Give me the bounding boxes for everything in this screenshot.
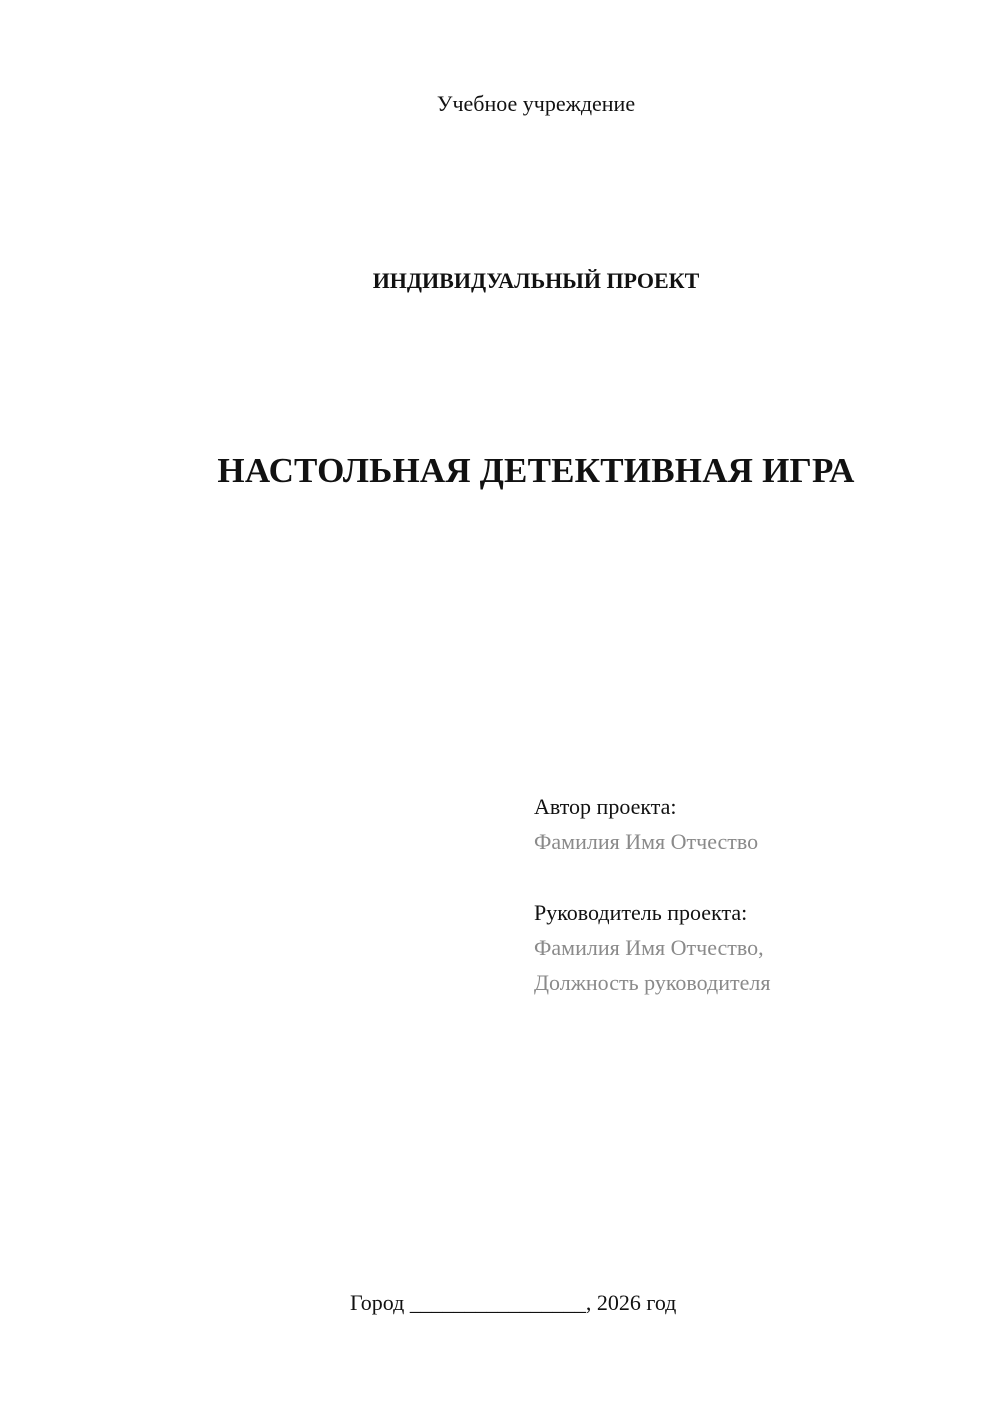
institution-name: Учебное учреждение bbox=[436, 91, 636, 116]
city-year-line: Город ________________, 2026 год bbox=[350, 1290, 677, 1315]
author-name: Фамилия Имя Отчество bbox=[534, 829, 759, 854]
project-title: НАСТОЛЬНАЯ ДЕТЕКТИВНАЯ ИГРА bbox=[217, 451, 855, 490]
credits-spacer bbox=[534, 859, 770, 895]
supervisor-name: Фамилия Имя Отчество, bbox=[534, 935, 764, 960]
supervisor-label: Руководитель проекта: bbox=[534, 900, 748, 925]
project-credits-block bbox=[534, 789, 770, 1000]
supervisor-position: Должность руководителя bbox=[534, 970, 771, 995]
author-label: Автор проекта: bbox=[534, 794, 677, 819]
project-type-heading: ИНДИВИДУАЛЬНЫЙ ПРОЕКТ bbox=[372, 268, 700, 293]
